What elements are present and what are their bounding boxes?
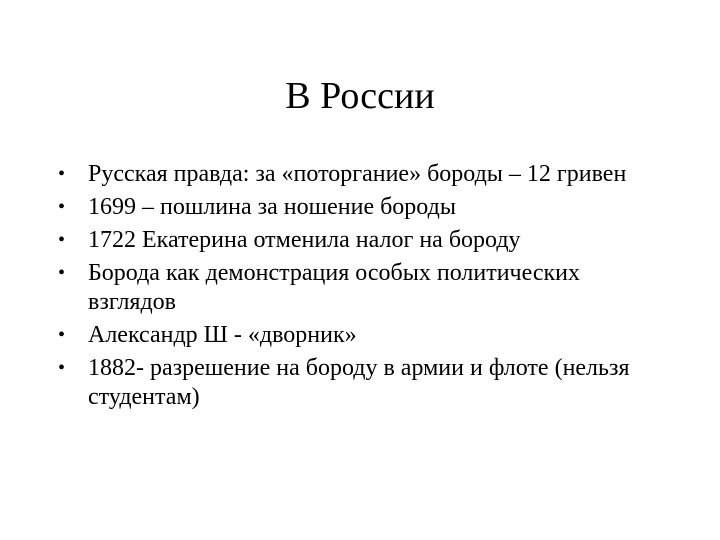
list-item: [58, 160, 658, 189]
list-item: [58, 321, 658, 350]
list-item: [58, 259, 658, 317]
list-item-text: Русская правда: за «поторгание» бороды – 12 гривен: [88, 161, 627, 187]
bullet-icon: •: [58, 196, 66, 218]
list-item-text: 1699 – пошлина за ношение бороды: [88, 194, 456, 220]
bullet-list: [58, 160, 658, 416]
bullet-icon: •: [58, 324, 66, 346]
bullet-icon: •: [58, 262, 66, 284]
list-item-text: 1882- разрешение на бороду в армии и флоте (нельзя студентам): [88, 355, 630, 410]
list-item: [58, 354, 658, 412]
bullet-icon: •: [58, 357, 66, 379]
list-item: [58, 226, 658, 255]
list-item-text: Борода как демонстрация особых политических взглядов: [88, 260, 581, 315]
bullet-icon: •: [58, 229, 66, 251]
list-item: [58, 193, 658, 222]
list-item-text: 1722 Екатерина отменила налог на бороду: [88, 227, 521, 253]
slide-title: В России: [285, 75, 435, 117]
bullet-icon: •: [58, 163, 66, 185]
list-item-text: Александр Ш - «дворник»: [88, 322, 357, 348]
